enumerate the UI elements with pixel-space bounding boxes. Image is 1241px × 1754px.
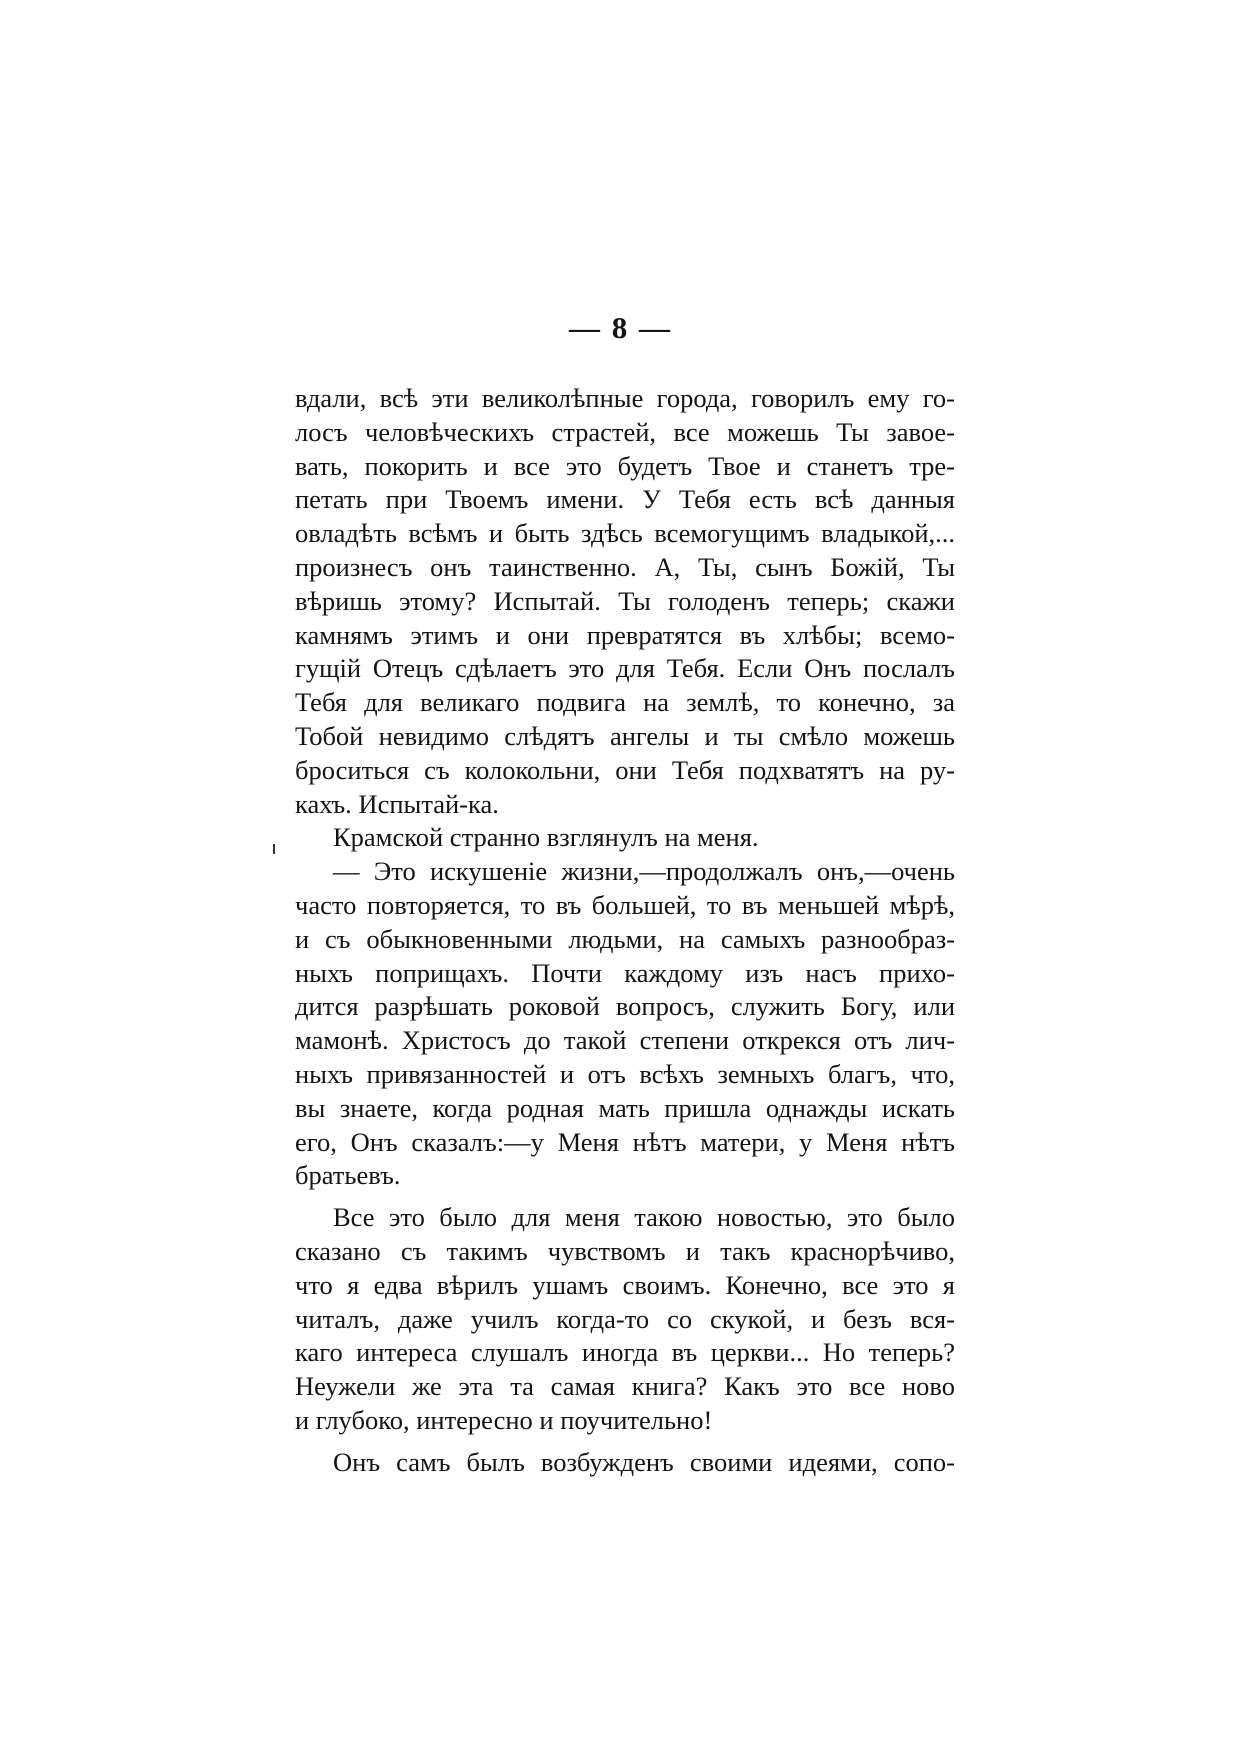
text-line: гущій Отецъ сдѣлаетъ это для Тебя. Если Онъ послалъ [295,653,955,684]
text-line: его, Онъ сказалъ:—у Меня нѣтъ матери, у Меня нѣтъ [295,1126,955,1157]
body-text [295,382,955,1480]
text-line: сказано съ такимъ чувствомъ и такъ краснорѣчиво, [295,1235,955,1266]
text-line: овладѣть всѣмъ и быть здѣсь всемогущимъ владыкой,... [295,518,955,549]
margin-mark [273,844,275,854]
text-line: камнямъ этимъ и они превратятся въ хлѣбы; всемо- [295,619,955,650]
text-line: произнесъ онъ таинственно. А, Ты, сынъ Божій, Ты [295,551,955,582]
page-number: — 8 — [569,310,672,345]
text-line: что я едва вѣрилъ ушамъ своимъ. Конечно, все это я [295,1269,955,1300]
text-line: лосъ человѣческихъ страстей, все можешь Ты завое- [295,416,955,447]
text-line: ныхъ поприщахъ. Почти каждому изъ насъ прихо- [295,957,955,988]
text-line: вѣришь этому? Испытай. Ты голоденъ теперь; скажи [295,585,955,616]
text-line: Тебя для великаго подвига на землѣ, то конечно, за [295,687,955,718]
text-line: каго интереса слушалъ иногда въ церкви... Но теперь? [295,1337,955,1368]
text-line: Все это было для меня такою новостью, это было [333,1202,955,1233]
text-line: и глубоко, интересно и поучительно! [295,1404,713,1435]
text-line: дится разрѣшать роковой вопросъ, служить Богу, или [295,991,955,1022]
text-line: мамонѣ. Христосъ до такой степени открекся отъ лич- [295,1025,955,1056]
text-line: броситься съ колокольни, они Тебя подхватятъ на ру- [295,754,955,785]
text-line: Онъ самъ былъ возбужденъ своими идеями, сопо- [333,1446,955,1477]
text-line: Крамской странно взглянулъ на меня. [333,822,759,853]
text-line: и съ обыкновенными людьми, на самыхъ разнообраз- [295,923,955,954]
text-line: часто повторяется, то въ большей, то въ меньшей мѣрѣ, [295,889,955,920]
text-line: кахъ. Испытай-ка. [295,788,499,819]
text-line: Неужели же эта та самая книга? Какъ это все ново [295,1371,955,1402]
text-line: вы знаете, когда родная мать пришла однажды искать [295,1092,955,1123]
text-line: читалъ, даже училъ когда-то со скукой, и безъ вся- [295,1303,955,1334]
text-line: вдали, всѣ эти великолѣпные города, говорилъ ему го- [295,383,955,413]
text-line: ныхъ привязанностей и отъ всѣхъ земныхъ благъ, что, [295,1058,955,1089]
text-line: вать, покорить и все это будетъ Твое и станетъ тре- [295,450,955,481]
text-line: Тобой невидимо слѣдятъ ангелы и ты смѣло можешь [295,720,955,751]
text-line: братьевъ. [295,1160,401,1191]
text-line: петать при Твоемъ имени. У Тебя есть всѣ данныя [295,484,955,515]
text-line: — Это искушеніе жизни,—продолжалъ онъ,—очень [333,856,955,887]
